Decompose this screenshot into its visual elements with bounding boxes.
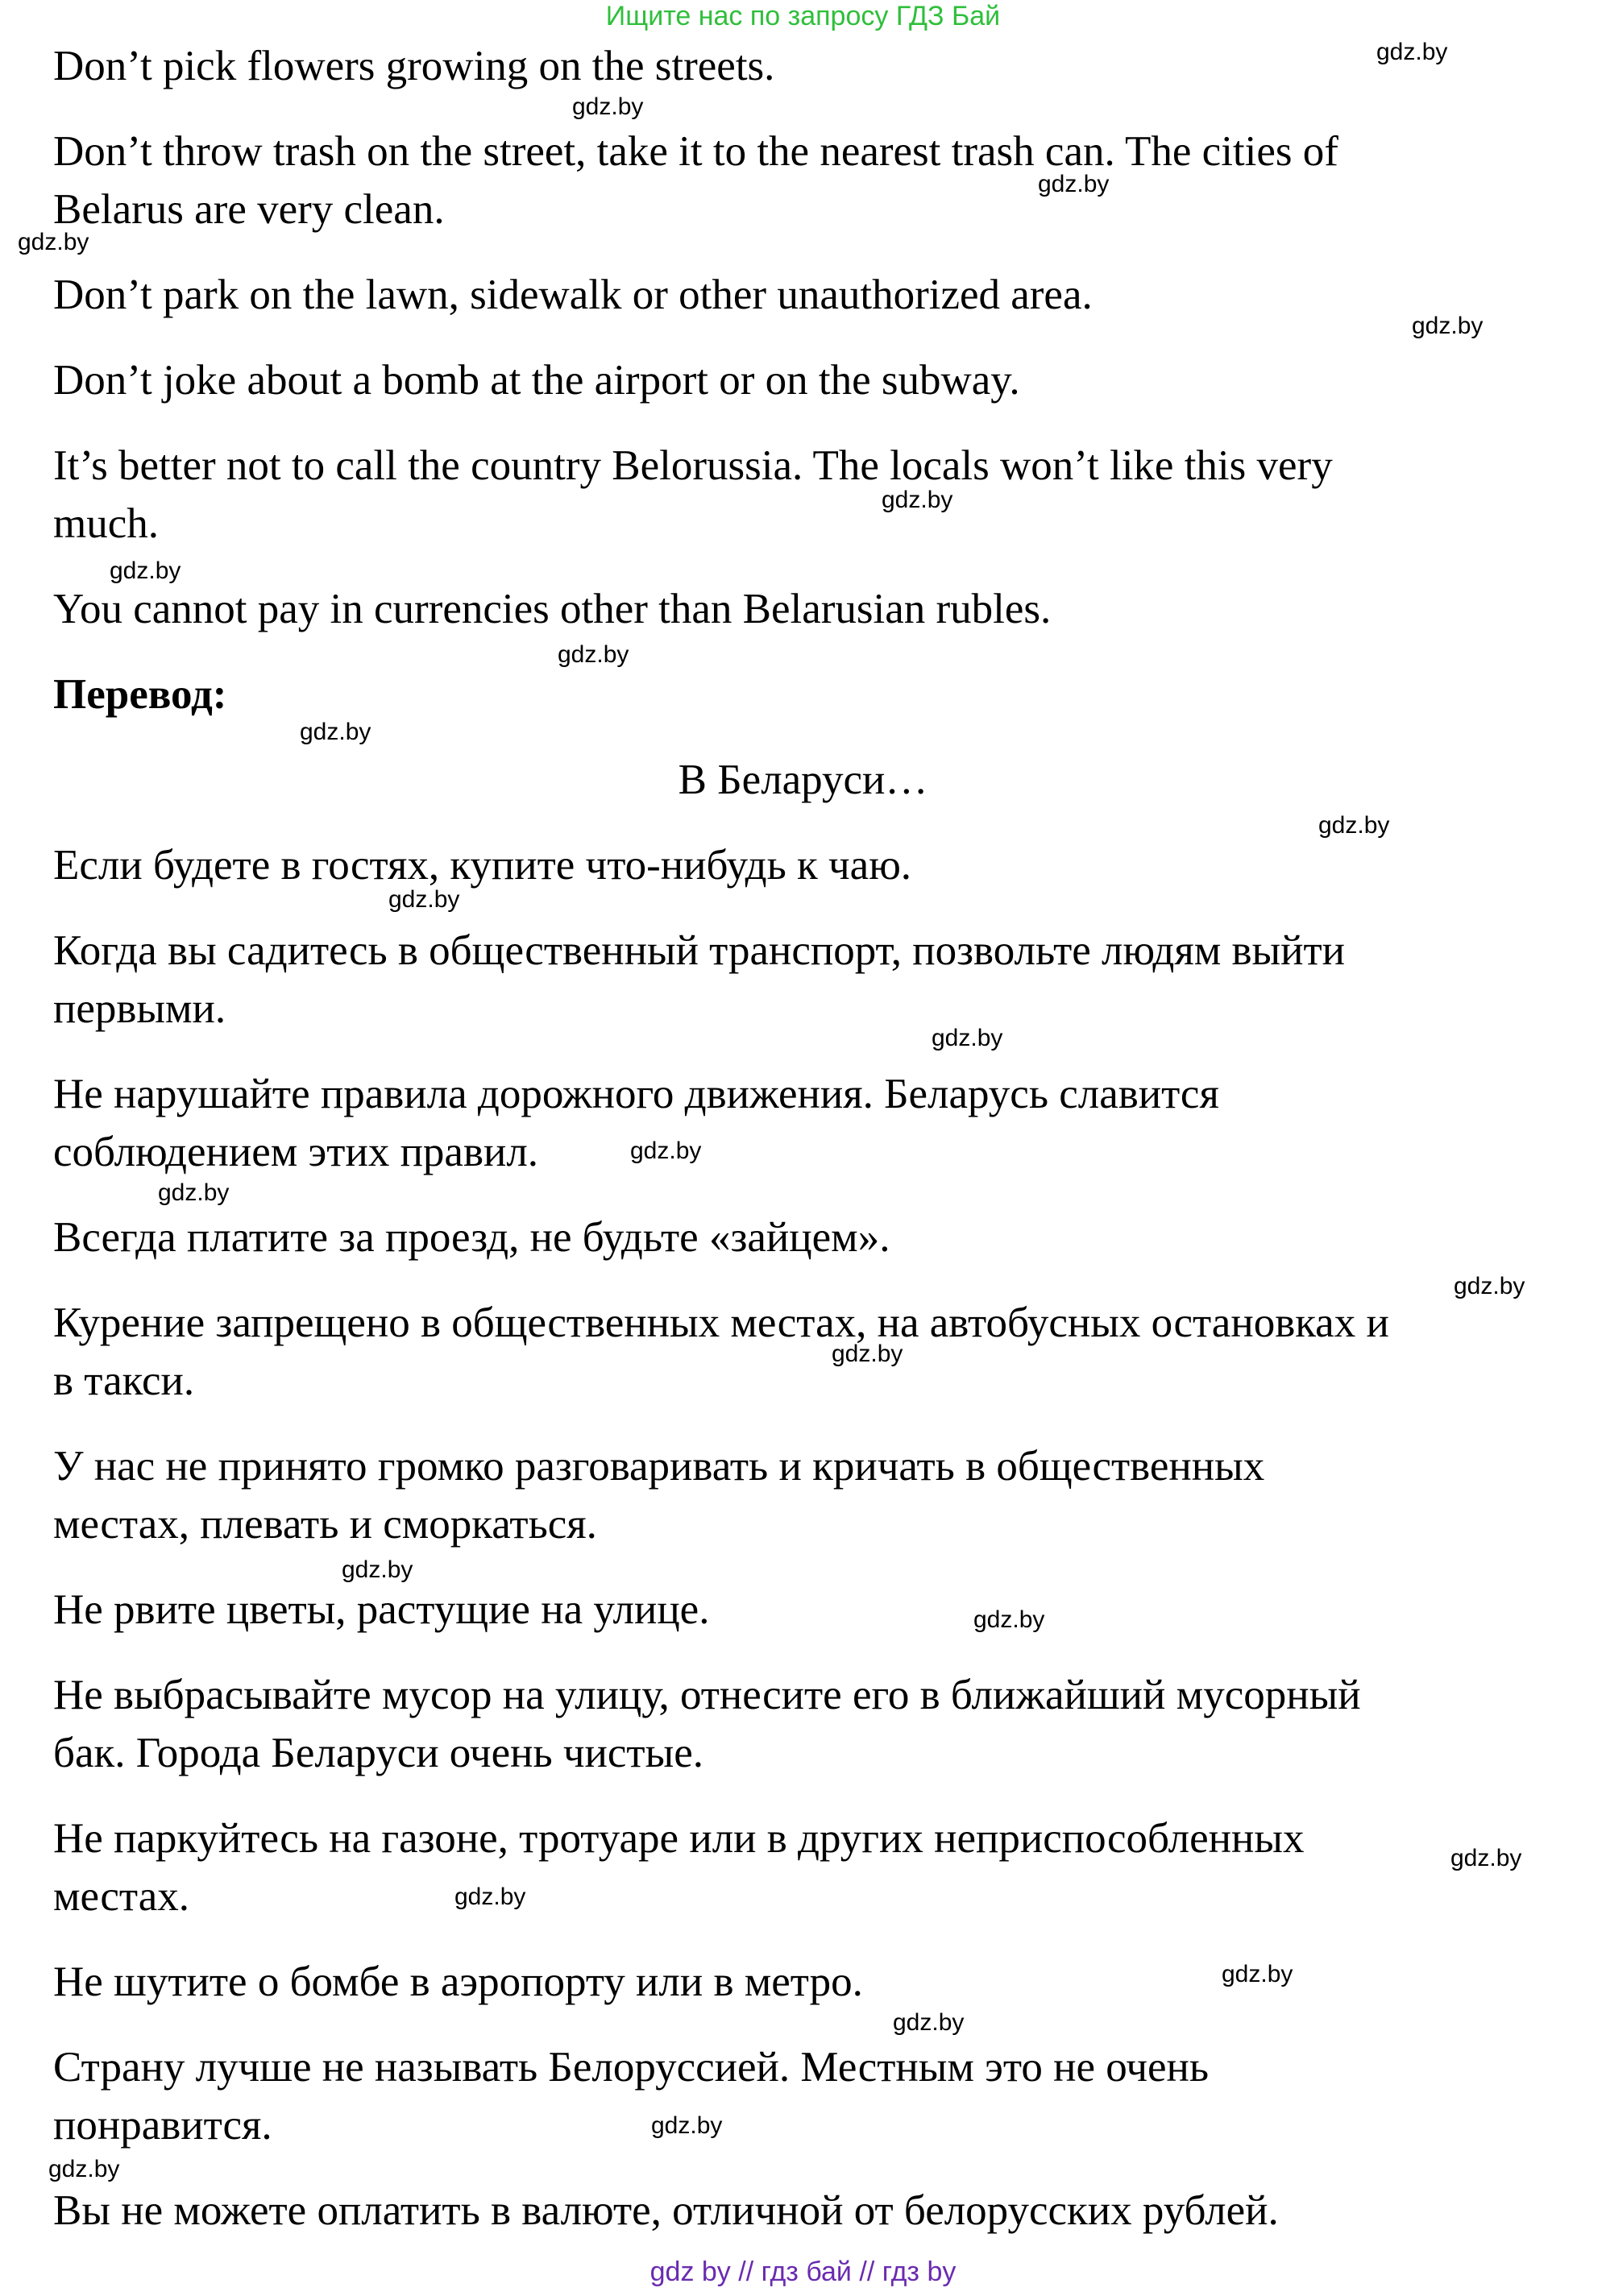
watermark: gdz.by — [1454, 1273, 1525, 1299]
watermark: gdz.by — [893, 2009, 965, 2036]
watermark: gdz.by — [1450, 1845, 1522, 1871]
russian-line-9: У нас не принято громко разговаривать и кричать в общественных — [53, 1443, 1265, 1490]
watermark: gdz.by — [110, 557, 181, 584]
russian-line-11: Не рвите цветы, растущие на улице. — [53, 1586, 710, 1633]
english-line-8: You cannot pay in currencies other than Belarusian rubles. — [53, 586, 1052, 632]
watermark: gdz.by — [932, 1025, 1003, 1051]
russian-line-7: Курение запрещено в общественных местах, на автобусных остановках и — [53, 1299, 1389, 1346]
russian-line-18: понравится. — [53, 2102, 272, 2149]
footer-links — [0, 2256, 1606, 2288]
watermark: gdz.by — [1412, 313, 1484, 339]
banner-text: Ищите нас по запросу ГДЗ Бай — [605, 1, 1001, 31]
russian-line-1: Если будете в гостях, купите что-нибудь к чаю. — [53, 842, 912, 889]
watermark: gdz.by — [832, 1341, 903, 1367]
russian-line-17: Страну лучше не называть Белоруссией. Местным это не очень — [53, 2044, 1210, 2091]
russian-line-16: Не шутите о бомбе в аэропорту или в метро. — [53, 1958, 863, 2005]
russian-line-12: Не выбрасывайте мусор на улицу, отнесите его в ближайший мусорный — [53, 1672, 1361, 1718]
watermark: gdz.by — [158, 1179, 230, 1206]
russian-line-15: местах. — [53, 1873, 189, 1920]
watermark: gdz.by — [572, 93, 644, 120]
russian-line-6: Всегда платите за проезд, не будьте «зайцем». — [53, 1214, 890, 1261]
watermark: gdz.by — [882, 487, 953, 513]
watermark: gdz.by — [651, 2112, 723, 2139]
footer-text: gdz by // гдз бай // гдз by — [649, 2257, 957, 2287]
watermark: gdz.by — [48, 2156, 120, 2182]
english-line-7: much. — [53, 500, 159, 547]
watermark: gdz.by — [388, 886, 460, 913]
watermark: gdz.by — [1222, 1961, 1293, 1987]
translation-heading: Перевод: — [53, 671, 227, 718]
russian-line-4: Не нарушайте правила дорожного движения. Беларусь славится — [53, 1071, 1219, 1117]
watermark: gdz.by — [558, 641, 629, 668]
russian-line-3: первыми. — [53, 985, 226, 1032]
russian-line-19: Вы не можете оплатить в валюте, отличной от белорусских рублей. — [53, 2187, 1279, 2234]
watermark: gdz.by — [973, 1606, 1045, 1633]
watermark: gdz.by — [18, 229, 89, 255]
russian-line-8: в такси. — [53, 1357, 195, 1404]
search-banner — [0, 0, 1606, 32]
watermark: gdz.by — [630, 1138, 702, 1164]
russian-line-2: Когда вы садитесь в общественный транспорт, позвольте людям выйти — [53, 927, 1346, 974]
watermark: gdz.by — [454, 1884, 526, 1910]
english-line-5: Don’t joke about a bomb at the airport or on the subway. — [53, 357, 1020, 404]
russian-line-10: местах, плевать и сморкаться. — [53, 1501, 597, 1548]
english-line-6: It’s better not to call the country Belorussia. The locals won’t like this very — [53, 442, 1333, 489]
english-line-4: Don’t park on the lawn, sidewalk or other unauthorized area. — [53, 271, 1093, 318]
english-line-3: Belarus are very clean. — [53, 186, 445, 233]
english-line-2: Don’t throw trash on the street, take it to the nearest trash can. The cities of — [53, 128, 1338, 175]
translation-title: В Беларуси… — [678, 756, 928, 803]
russian-line-14: Не паркуйтесь на газоне, тротуаре или в других неприспособленных — [53, 1815, 1305, 1862]
watermark: gdz.by — [1318, 812, 1390, 839]
watermark: gdz.by — [1376, 39, 1448, 65]
watermark: gdz.by — [300, 719, 371, 745]
english-line-1: Don’t pick flowers growing on the streets. — [53, 43, 775, 89]
watermark: gdz.by — [1038, 171, 1110, 197]
watermark: gdz.by — [342, 1556, 413, 1583]
russian-line-13: бак. Города Беларуси очень чистые. — [53, 1730, 703, 1776]
russian-line-5: соблюдением этих правил. — [53, 1129, 539, 1175]
